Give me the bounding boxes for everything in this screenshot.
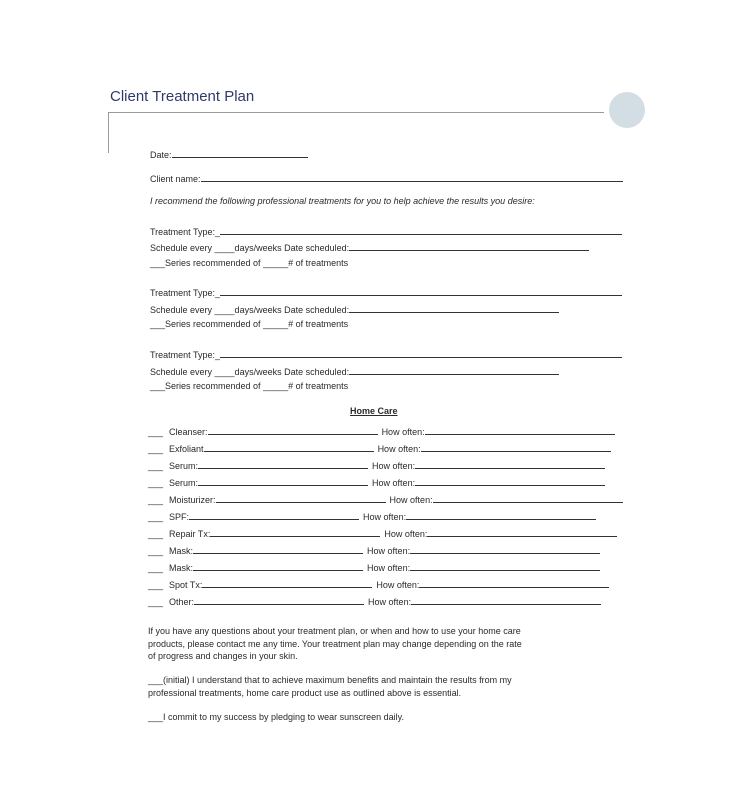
treatment-type-field[interactable] — [220, 286, 622, 296]
how-often-label: How often: — [367, 563, 411, 573]
home-care-product-field[interactable] — [198, 459, 368, 469]
home-care-product-field[interactable] — [193, 544, 363, 554]
series-row: ___Series recommended of _____# of treatments — [150, 258, 349, 268]
contact-paragraph — [148, 625, 522, 663]
home-care-row — [148, 459, 605, 472]
home-care-product-field[interactable] — [204, 442, 374, 452]
how-often-label: How often: — [376, 580, 420, 590]
home-care-product-field[interactable] — [189, 510, 359, 520]
how-often-field[interactable] — [406, 510, 596, 520]
form-title: Client Treatment Plan — [110, 88, 255, 105]
home-care-item-label: Mask: — [169, 563, 194, 573]
home-care-product-field[interactable] — [202, 578, 372, 588]
home-care-product-field[interactable] — [198, 476, 368, 486]
home-care-item-label: Repair Tx: — [169, 529, 211, 539]
home-care-row — [148, 561, 600, 574]
how-often-field[interactable] — [419, 578, 609, 588]
schedule-row — [150, 241, 589, 254]
home-care-item-label: Serum: — [169, 461, 199, 471]
home-care-check-blank[interactable]: ___ — [148, 444, 164, 454]
sunscreen-pledge: ___I commit to my success by pledging to wear sunscreen daily. — [148, 712, 404, 722]
header-rule — [108, 112, 604, 113]
home-care-product-field[interactable] — [210, 527, 380, 537]
schedule-label: Schedule every ____days/weeks Date scheduled: — [150, 243, 350, 253]
treatment-type-row — [150, 348, 622, 361]
home-care-row — [148, 544, 600, 557]
home-care-check-blank[interactable]: ___ — [148, 495, 164, 505]
how-often-field[interactable] — [427, 527, 617, 537]
home-care-item-label: Exfoliant — [169, 444, 204, 454]
treatment-type-field[interactable] — [220, 225, 622, 235]
home-care-check-blank[interactable]: ___ — [148, 546, 164, 556]
home-care-product-field[interactable] — [208, 425, 378, 435]
home-care-row — [148, 476, 605, 489]
home-care-item-label: Mask: — [169, 546, 194, 556]
date-scheduled-field[interactable] — [349, 365, 559, 375]
date-label: Date: — [150, 150, 172, 160]
home-care-row — [148, 442, 611, 455]
intro-text: I recommend the following professional treatments for you to help achieve the results you desire: — [150, 196, 535, 206]
date-field[interactable] — [172, 148, 308, 158]
home-care-product-field[interactable] — [216, 493, 386, 503]
how-often-field[interactable] — [421, 442, 611, 452]
acknowledgement-line: ___(initial) I understand that to achieve maximum benefits and maintain the results from my — [148, 675, 512, 685]
home-care-item-label: Serum: — [169, 478, 199, 488]
how-often-label: How often: — [389, 495, 433, 505]
how-often-field[interactable] — [415, 459, 605, 469]
how-often-field[interactable] — [410, 561, 600, 571]
series-row: ___Series recommended of _____# of treatments — [150, 381, 349, 391]
how-often-field[interactable] — [411, 595, 601, 605]
home-care-row — [148, 425, 615, 438]
how-often-field[interactable] — [410, 544, 600, 554]
home-care-check-blank[interactable]: ___ — [148, 512, 164, 522]
treatment-type-row — [150, 286, 622, 299]
treatment-type-label: Treatment Type:_ — [150, 227, 221, 237]
client-name-row — [150, 172, 623, 185]
schedule-row — [150, 365, 559, 378]
home-care-item-label: Spot Tx: — [169, 580, 203, 590]
schedule-row — [150, 303, 559, 316]
home-care-item-label: Cleanser: — [169, 427, 208, 437]
header-rule-vertical — [108, 112, 109, 153]
home-care-product-field[interactable] — [193, 561, 363, 571]
how-often-label: How often: — [368, 597, 412, 607]
date-scheduled-field[interactable] — [349, 303, 559, 313]
contact-paragraph-line: If you have any questions about your treatment plan, or when and how to use your home care — [148, 626, 521, 636]
how-often-field[interactable] — [415, 476, 605, 486]
schedule-label: Schedule every ____days/weeks Date scheduled: — [150, 367, 350, 377]
how-often-label: How often: — [372, 478, 416, 488]
how-often-label: How often: — [367, 546, 411, 556]
home-care-check-blank[interactable]: ___ — [148, 563, 164, 573]
series-row: ___Series recommended of _____# of treatments — [150, 319, 349, 329]
how-often-field[interactable] — [425, 425, 615, 435]
how-often-label: How often: — [363, 512, 407, 522]
home-care-item-label: Moisturizer: — [169, 495, 216, 505]
home-care-row — [148, 493, 623, 506]
decorative-circle — [609, 92, 645, 128]
home-care-row — [148, 578, 609, 591]
how-often-label: How often: — [381, 427, 425, 437]
home-care-check-blank[interactable]: ___ — [148, 427, 164, 437]
how-often-label: How often: — [384, 529, 428, 539]
how-often-label: How often: — [377, 444, 421, 454]
home-care-heading: Home Care — [350, 406, 398, 416]
home-care-check-blank[interactable]: ___ — [148, 529, 164, 539]
how-often-label: How often: — [372, 461, 416, 471]
treatment-type-row — [150, 225, 622, 238]
contact-paragraph-line: of progress and changes in your skin. — [148, 651, 298, 661]
client-name-label: Client name: — [150, 174, 201, 184]
home-care-product-field[interactable] — [194, 595, 364, 605]
acknowledgement-line: professional treatments, home care product use as outlined above is essential. — [148, 687, 462, 698]
date-scheduled-field[interactable] — [349, 241, 589, 251]
home-care-check-blank[interactable]: ___ — [148, 580, 164, 590]
schedule-label: Schedule every ____days/weeks Date scheduled: — [150, 305, 350, 315]
contact-paragraph-line: products, please contact me any time. Your treatment plan may change depending on the rate — [148, 638, 522, 649]
home-care-check-blank[interactable]: ___ — [148, 461, 164, 471]
acknowledgement-paragraph — [148, 674, 512, 699]
home-care-check-blank[interactable]: ___ — [148, 597, 164, 607]
client-name-field[interactable] — [201, 172, 623, 182]
treatment-type-label: Treatment Type:_ — [150, 288, 221, 298]
home-care-row — [148, 595, 601, 608]
home-care-row — [148, 510, 596, 523]
home-care-row — [148, 527, 617, 540]
treatment-type-label: Treatment Type:_ — [150, 350, 221, 360]
home-care-item-label: Other: — [169, 597, 195, 607]
home-care-check-blank[interactable]: ___ — [148, 478, 164, 488]
home-care-item-label: SPF: — [169, 512, 190, 522]
treatment-type-field[interactable] — [220, 348, 622, 358]
how-often-field[interactable] — [433, 493, 623, 503]
date-row — [150, 148, 308, 161]
